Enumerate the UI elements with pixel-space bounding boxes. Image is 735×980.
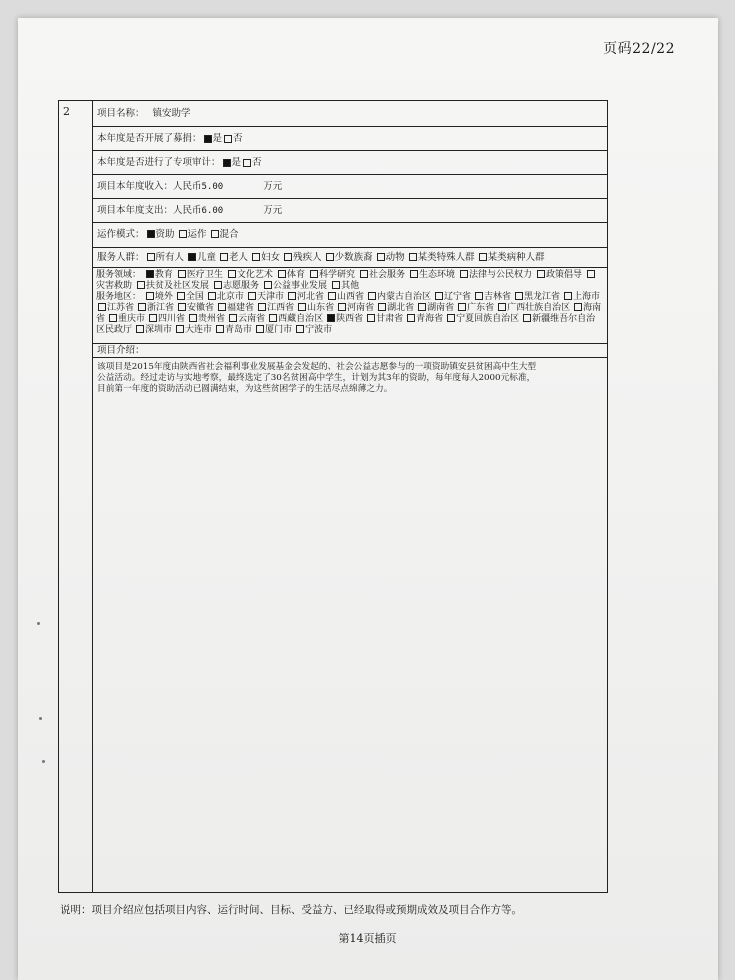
service-field-checkbox <box>214 281 222 289</box>
service-area-option-label: 新疆维吾尔自治区民政厅 <box>96 314 596 335</box>
audit-yes-checkbox <box>223 159 231 167</box>
service-field-option-label: 文化艺术 <box>236 270 273 280</box>
service-area-checkbox <box>447 314 455 322</box>
service-group-checkbox <box>188 253 196 261</box>
service-area-option-label: 甘肃省 <box>376 314 404 324</box>
service-field-option-label: 教育 <box>154 270 173 280</box>
service-field-checkbox <box>137 281 145 289</box>
service-groups-options <box>145 252 547 264</box>
service-group-option-label: 某类特殊人群 <box>417 251 475 263</box>
service-group-option <box>186 252 216 263</box>
service-area-option-label: 山东省 <box>307 303 335 313</box>
service-area-checkbox <box>368 292 376 300</box>
service-area-checkbox <box>574 303 582 311</box>
service-area-checkbox <box>327 314 335 322</box>
service-area-checkbox <box>149 314 157 322</box>
service-field-option-label: 法律与公民权力 <box>469 270 533 280</box>
service-area-checkbox <box>564 292 572 300</box>
service-area-option <box>147 314 185 324</box>
service-area-checkbox <box>218 303 226 311</box>
service-group-option-label: 妇女 <box>261 251 281 263</box>
service-area-option <box>326 292 364 302</box>
fundraising-label: 本年度是否开展了募捐： <box>97 132 202 144</box>
service-area-option <box>214 325 252 335</box>
fundraising-yes-label: 是 <box>212 132 223 144</box>
service-group-option <box>324 252 373 263</box>
service-area-checkbox <box>136 325 144 333</box>
service-group-option <box>282 252 322 263</box>
service-area-option <box>445 314 519 324</box>
footer-page-label: 第14页插页 <box>338 932 397 945</box>
service-area-option <box>365 314 403 324</box>
service-area-checkbox <box>338 303 346 311</box>
service-field-option-label: 灾害救助 <box>96 281 133 291</box>
service-area-option-label: 境外 <box>154 292 173 302</box>
project-name-label: 项目名称： <box>97 107 145 119</box>
expense-label: 项目本年度支出：人民币 <box>97 204 202 216</box>
service-area-checkbox <box>256 325 264 333</box>
operation-mode-row <box>93 223 607 248</box>
service-area-option-label: 厦门市 <box>265 325 293 335</box>
service-area-checkbox <box>208 292 216 300</box>
service-area-checkbox <box>475 292 483 300</box>
service-area-option <box>134 325 172 335</box>
income-amount: 5.00 <box>201 181 224 192</box>
service-area-option-label: 湖北省 <box>387 303 415 313</box>
service-field-checkbox <box>178 270 186 278</box>
service-field-option-label: 政策倡导 <box>546 270 583 280</box>
service-field-option <box>144 270 173 280</box>
service-area-option-label: 宁夏回族自治区 <box>456 314 520 324</box>
service-area-option <box>325 314 363 324</box>
fundraising-no-checkbox <box>224 135 232 143</box>
service-field-option <box>176 270 223 280</box>
service-area-option-label: 河北省 <box>296 292 324 302</box>
service-field-option-label: 公益事业发展 <box>273 281 328 291</box>
service-field-option-label: 生态环境 <box>418 270 455 280</box>
audit-no-label: 否 <box>252 156 262 168</box>
service-area-checkbox <box>178 303 186 311</box>
service-area-option-label: 西藏自治区 <box>278 314 324 324</box>
service-group-option <box>145 252 185 263</box>
service-group-option-label: 所有人 <box>155 251 185 263</box>
service-area-checkbox <box>138 303 146 311</box>
service-field-checkbox <box>332 281 340 289</box>
service-area-checkbox <box>328 292 336 300</box>
service-area-option-label: 贵州省 <box>198 314 226 324</box>
service-area-option <box>144 292 173 302</box>
service-group-option-label: 儿童 <box>197 251 217 263</box>
service-area-checkbox <box>109 314 117 322</box>
service-group-option-label: 老人 <box>229 251 249 263</box>
fundraising-row <box>93 127 607 151</box>
service-area-checkbox <box>248 292 256 300</box>
service-field-option-label: 社会服务 <box>368 270 405 280</box>
service-field-checkbox <box>410 270 418 278</box>
service-field-option-label: 志愿服务 <box>223 281 260 291</box>
project-name-row <box>93 101 607 127</box>
service-area-option-label: 青岛市 <box>225 325 253 335</box>
service-field-checkbox <box>360 270 368 278</box>
service-area-checkbox <box>418 303 426 311</box>
service-area-option <box>433 292 471 302</box>
service-field-option-label: 扶贫及社区发展 <box>146 281 210 291</box>
service-area-option <box>513 292 560 302</box>
service-area-option <box>366 292 431 302</box>
service-area-option-label: 青海省 <box>416 314 444 324</box>
service-area-checkbox <box>435 292 443 300</box>
operation-mode-option-label: 混合 <box>219 229 239 240</box>
note-text: 说明：项目介绍应包括项目内容、运行时间、目标、受益方、已经取得或预期成效及项目合作方等。 <box>60 904 522 916</box>
service-area-option <box>456 303 494 313</box>
service-areas-label: 服务地区： <box>96 292 142 302</box>
service-area-checkbox <box>176 325 184 333</box>
service-area-option-label: 河南省 <box>347 303 375 313</box>
service-group-checkbox <box>409 253 417 261</box>
service-area-checkbox <box>288 292 296 300</box>
service-area-option-label: 海南省 <box>96 303 602 324</box>
service-area-option <box>286 292 324 302</box>
service-fields-label: 服务领域： <box>96 270 142 280</box>
service-area-option-label: 内蒙古自治区 <box>376 292 431 302</box>
service-area-option-label: 辽宁省 <box>444 292 472 302</box>
service-area-option <box>405 314 443 324</box>
service-area-checkbox <box>269 314 277 322</box>
service-field-option <box>408 270 455 280</box>
service-field-option <box>308 270 355 280</box>
audit-no-checkbox <box>243 159 251 167</box>
service-group-option-label: 少数族裔 <box>334 251 373 263</box>
service-area-option-label: 湖南省 <box>427 303 455 313</box>
service-area-option <box>227 314 265 324</box>
page-number: 页码22/22 <box>603 41 675 57</box>
service-group-option-label: 残疾人 <box>293 251 322 263</box>
service-field-option <box>330 281 359 291</box>
service-area-option-label: 大连市 <box>185 325 213 335</box>
service-groups-label: 服务人群： <box>97 251 145 263</box>
service-fields-block <box>96 270 604 292</box>
income-unit: 万元 <box>263 180 283 192</box>
service-field-checkbox <box>146 270 154 278</box>
service-area-checkbox <box>378 303 386 311</box>
service-group-checkbox <box>147 253 155 261</box>
introduction-line: 目前第一年度的资助活动已圆满结束，为这些贫困学子的生活尽点绵薄之力。 <box>97 384 393 394</box>
service-area-checkbox <box>367 314 375 322</box>
service-field-checkbox <box>537 270 545 278</box>
service-field-option <box>212 281 259 291</box>
service-group-option <box>407 252 475 263</box>
service-area-option <box>256 303 294 313</box>
service-field-option <box>226 270 273 280</box>
fundraising-no-label: 否 <box>233 132 243 144</box>
service-group-option-label: 某类病种人群 <box>487 251 545 263</box>
service-area-option <box>136 303 174 313</box>
service-area-option-label: 吉林省 <box>484 292 512 302</box>
service-area-option <box>496 303 570 313</box>
audit-row <box>93 151 607 175</box>
service-field-option <box>358 270 405 280</box>
service-area-checkbox <box>515 292 523 300</box>
operation-mode-checkbox <box>147 230 155 238</box>
service-group-option <box>218 252 248 263</box>
service-area-option-label: 上海市 <box>573 292 601 302</box>
service-field-option-label: 体育 <box>286 270 305 280</box>
service-field-checkbox <box>278 270 286 278</box>
service-area-option-label: 江苏省 <box>107 303 135 313</box>
service-area-option <box>296 303 334 313</box>
service-group-option-label: 动物 <box>385 251 405 263</box>
service-group-option <box>375 252 405 263</box>
service-area-option-label: 江西省 <box>267 303 295 313</box>
service-group-checkbox <box>479 253 487 261</box>
punch-hole <box>37 622 40 625</box>
punch-hole <box>39 717 42 720</box>
service-groups-row <box>93 248 607 268</box>
service-field-option-label: 其他 <box>341 281 360 291</box>
service-fields-areas-row <box>93 268 607 344</box>
service-area-option-label: 深圳市 <box>145 325 173 335</box>
service-group-checkbox <box>220 253 228 261</box>
service-area-option <box>267 314 323 324</box>
service-field-checkbox <box>587 270 595 278</box>
service-area-checkbox <box>298 303 306 311</box>
introduction-title: 项目介绍： <box>93 344 607 358</box>
service-area-option <box>174 325 212 335</box>
service-area-option <box>336 303 374 313</box>
service-area-option-label: 广西壮族自治区 <box>507 303 571 313</box>
operation-mode-option-label: 运作 <box>187 229 207 240</box>
service-area-checkbox <box>98 303 106 311</box>
service-group-checkbox <box>284 253 292 261</box>
service-area-option-label: 浙江省 <box>147 303 175 313</box>
service-area-option <box>376 303 414 313</box>
service-area-option-label: 北京市 <box>216 292 244 302</box>
expense-row <box>93 199 607 223</box>
service-field-checkbox <box>310 270 318 278</box>
service-area-checkbox <box>177 292 185 300</box>
service-field-checkbox <box>460 270 468 278</box>
service-field-option <box>135 281 209 291</box>
service-area-option-label: 全国 <box>185 292 204 302</box>
service-areas-block <box>96 292 604 336</box>
service-field-option <box>276 270 305 280</box>
service-area-option <box>416 303 454 313</box>
operation-mode-label: 运作模式： <box>97 229 145 240</box>
service-area-checkbox <box>296 325 304 333</box>
service-area-option-label: 福建省 <box>227 303 255 313</box>
introduction-body <box>93 358 607 395</box>
service-group-checkbox <box>252 253 260 261</box>
project-name-value: 镇安助学 <box>152 107 191 119</box>
service-area-option-label: 天津市 <box>256 292 284 302</box>
service-area-checkbox <box>407 314 415 322</box>
service-group-option <box>477 252 545 263</box>
service-field-checkbox <box>228 270 236 278</box>
service-field-option <box>535 270 582 280</box>
service-field-option <box>458 270 532 280</box>
service-field-option-label: 科学研究 <box>318 270 355 280</box>
operation-mode-option-label: 资助 <box>155 229 175 240</box>
operation-mode-option <box>209 229 239 240</box>
service-area-option <box>216 303 254 313</box>
service-group-checkbox <box>326 253 334 261</box>
operation-mode-checkbox <box>179 230 187 238</box>
service-area-option-label: 宁波市 <box>305 325 333 335</box>
service-area-checkbox <box>146 292 154 300</box>
service-area-option <box>254 325 292 335</box>
service-field-option <box>262 281 327 291</box>
service-area-option-label: 安徽省 <box>187 303 215 313</box>
service-group-option <box>250 252 280 263</box>
service-area-option <box>246 292 284 302</box>
expense-unit: 万元 <box>263 204 283 216</box>
project-form-table <box>58 100 608 893</box>
service-area-checkbox <box>189 314 197 322</box>
service-area-option <box>175 292 204 302</box>
service-area-option <box>96 303 134 313</box>
service-area-option <box>176 303 214 313</box>
operation-mode-checkbox <box>211 230 219 238</box>
service-field-option-label: 医疗卫生 <box>186 270 223 280</box>
service-field-checkbox <box>264 281 272 289</box>
service-area-option-label: 黑龙江省 <box>524 292 561 302</box>
service-area-checkbox <box>498 303 506 311</box>
service-area-checkbox <box>458 303 466 311</box>
audit-label: 本年度是否进行了专项审计： <box>97 156 221 168</box>
form-content <box>93 101 607 892</box>
service-area-option-label: 山西省 <box>336 292 364 302</box>
service-area-option <box>562 292 600 302</box>
operation-mode-option <box>145 229 175 240</box>
introduction-line: 公益活动。经过走访与实地考察，最终选定了30名贫困高中学生，计划为其3年的资助，每年度每人2000元标准， <box>97 373 536 383</box>
service-area-option <box>294 325 332 335</box>
audit-yes-label: 是 <box>231 156 242 168</box>
service-area-checkbox <box>258 303 266 311</box>
punch-hole <box>42 760 45 763</box>
service-area-option <box>473 292 511 302</box>
operation-mode-options <box>145 229 241 241</box>
introduction-line: 该项目是2015年度由陕西省社会福利事业发展基金会发起的、社会公益志愿参与的一项资助镇安县贫困高中生大型 <box>97 362 537 372</box>
service-area-option-label: 云南省 <box>238 314 266 324</box>
service-area-option <box>187 314 225 324</box>
row-number: 2 <box>63 105 70 118</box>
service-area-checkbox <box>523 314 531 322</box>
service-area-checkbox <box>216 325 224 333</box>
income-row <box>93 175 607 199</box>
expense-amount: 6.00 <box>201 205 224 216</box>
service-area-option-label: 陕西省 <box>336 314 364 324</box>
service-area-option-label: 广东省 <box>467 303 495 313</box>
service-area-option-label: 重庆市 <box>118 314 146 324</box>
sequence-column <box>59 101 93 892</box>
service-area-checkbox <box>229 314 237 322</box>
service-area-option <box>206 292 244 302</box>
service-area-option-label: 四川省 <box>158 314 186 324</box>
service-area-option <box>107 314 145 324</box>
service-group-checkbox <box>377 253 385 261</box>
operation-mode-option <box>177 229 207 240</box>
fundraising-yes-checkbox <box>204 135 212 143</box>
income-label: 项目本年度收入：人民币 <box>97 180 202 192</box>
